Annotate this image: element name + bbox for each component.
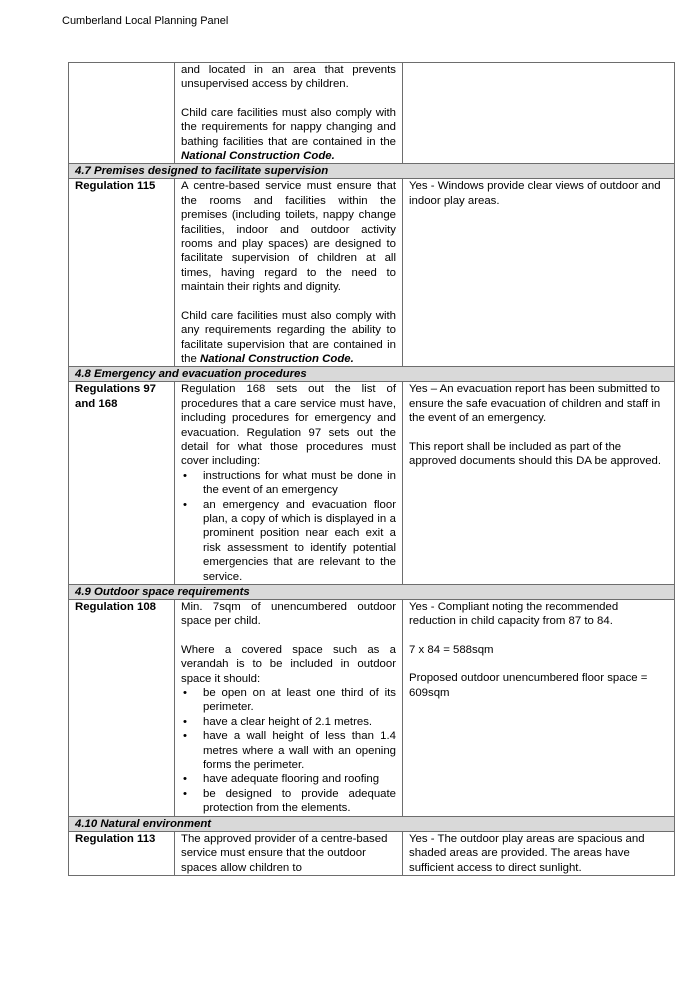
compliance-table bbox=[68, 62, 675, 876]
section-heading-row bbox=[69, 367, 675, 382]
comment-text: Yes – An evacuation report has been submitted to ensure the safe evacuation of children and staff in the event of an emergency. bbox=[409, 383, 661, 425]
comment-text: Proposed outdoor unencumbered floor space = 609sqm bbox=[409, 672, 648, 699]
list-item: • instructions for what must be done in the event of an emergency bbox=[203, 469, 396, 498]
page-header-title: Cumberland Local Planning Panel bbox=[62, 15, 229, 27]
list-item: • be open on at least one third of its perimeter. bbox=[203, 686, 396, 715]
comment-cell bbox=[403, 382, 675, 585]
regulation-cell: Regulation 113 bbox=[69, 831, 175, 875]
comment-text: Yes - Windows provide clear views of outdoor and indoor play areas. bbox=[409, 180, 661, 207]
section-heading: 4.9 Outdoor space requirements bbox=[69, 585, 675, 600]
list-item: • an emergency and evacuation floor plan, a copy of which is displayed in a prominent position near each exit a risk assessment to identify potential emergencies that are relevant to the service. bbox=[203, 498, 396, 584]
comment-cell bbox=[403, 831, 675, 875]
table-row bbox=[69, 63, 675, 164]
code-reference: National Construction Code. bbox=[200, 352, 354, 365]
requirement-cell bbox=[175, 600, 403, 817]
regulation-cell: Regulation 108 bbox=[69, 600, 175, 817]
requirement-cell bbox=[175, 382, 403, 585]
table-row bbox=[69, 600, 675, 817]
table-row bbox=[69, 382, 675, 585]
regulation-cell bbox=[69, 63, 175, 164]
list-item: • have a clear height of 2.1 metres. bbox=[203, 715, 396, 729]
comment-text: 7 x 84 = 588sqm bbox=[409, 643, 494, 656]
requirement-cell bbox=[175, 831, 403, 875]
code-reference: National Construction Code. bbox=[181, 150, 335, 163]
section-heading: 4.8 Emergency and evacuation procedures bbox=[69, 367, 675, 382]
requirement-text: The approved provider of a centre-based service must ensure that the outdoor spaces allow children to bbox=[181, 832, 388, 874]
section-heading: 4.7 Premises designed to facilitate supervision bbox=[69, 164, 675, 179]
section-heading-row bbox=[69, 816, 675, 831]
requirement-text: and located in an area that prevents unsupervised access by children. bbox=[181, 64, 396, 91]
requirement-text-lead: Child care facilities must also comply with the requirements for nappy changing and bathing facilities that are contained in the bbox=[181, 106, 396, 148]
list-item: • be designed to provide adequate protection from the elements. bbox=[203, 787, 396, 816]
requirement-bullet-list bbox=[181, 469, 396, 584]
requirement-text: Regulation 168 sets out the list of procedures that a care service must have, including procedures for emergency and evacuation. Regulation 97 sets out the detail for what those procedures must cover including: bbox=[181, 383, 396, 468]
section-heading-row bbox=[69, 164, 675, 179]
table-row bbox=[69, 179, 675, 367]
list-item: • have a wall height of less than 1.4 metres where a wall with an opening forms the perimeter. bbox=[203, 729, 396, 772]
section-heading-row bbox=[69, 585, 675, 600]
regulation-cell: Regulation 115 bbox=[69, 179, 175, 367]
requirement-cell bbox=[175, 63, 403, 164]
table-row bbox=[69, 831, 675, 875]
comment-cell bbox=[403, 600, 675, 817]
requirement-text: Where a covered space such as a verandah is to be included in outdoor space it should: bbox=[181, 643, 396, 685]
requirement-text bbox=[181, 309, 396, 367]
requirement-bullet-list bbox=[181, 686, 396, 816]
comment-cell bbox=[403, 179, 675, 367]
comment-text: Yes - The outdoor play areas are spacious and shaded areas are provided. The areas have sufficient access to direct sunlight. bbox=[409, 832, 645, 874]
requirement-text bbox=[181, 106, 396, 164]
requirement-text: Min. 7sqm of unencumbered outdoor space per child. bbox=[181, 601, 396, 628]
comment-cell bbox=[403, 63, 675, 164]
list-item: • have adequate flooring and roofing bbox=[203, 772, 396, 786]
section-heading: 4.10 Natural environment bbox=[69, 816, 675, 831]
comment-text: This report shall be included as part of the approved documents should this DA be approved. bbox=[409, 440, 662, 467]
requirement-cell bbox=[175, 179, 403, 367]
requirement-text: A centre-based service must ensure that the rooms and facilities within the premises (including toilets, nappy change facilities, indoor and outdoor activity rooms and play spaces) are designed to facilitate supervision of children at all times, having regard to the need to maintain their rights and dignity. bbox=[181, 180, 396, 294]
comment-text: Yes - Compliant noting the recommended reduction in child capacity from 87 to 84. bbox=[409, 601, 619, 628]
requirement-text-lead: Child care facilities must also comply with any requirements regarding the ability to facilitate supervision that are contained in the bbox=[181, 309, 396, 365]
regulation-cell: Regulations 97 and 168 bbox=[69, 382, 175, 585]
